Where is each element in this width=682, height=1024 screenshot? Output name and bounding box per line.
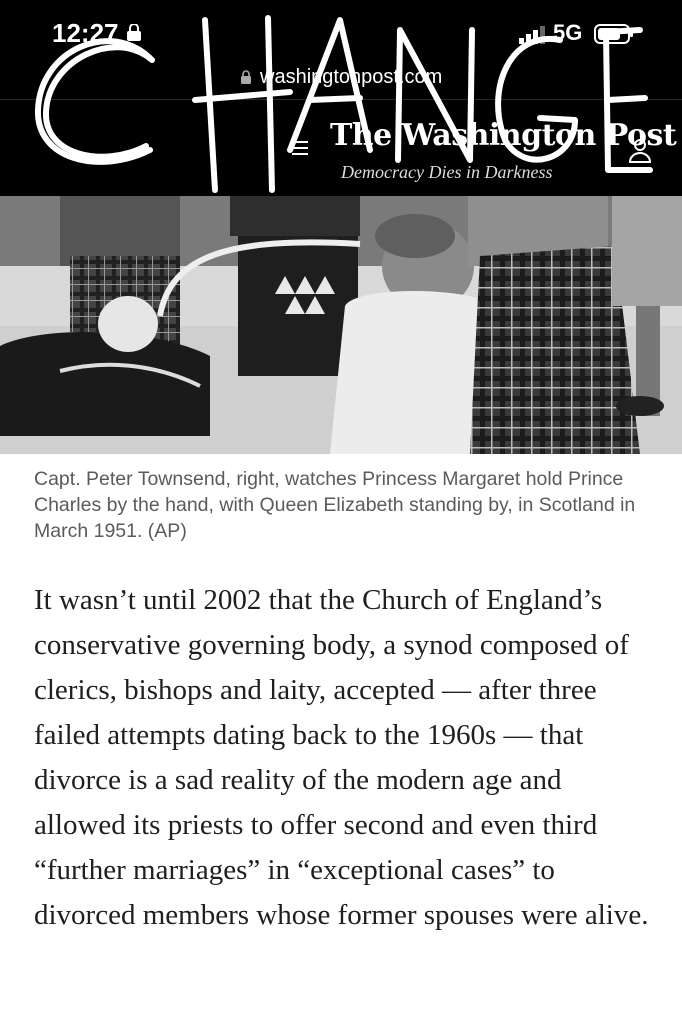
orientation-lock-icon bbox=[126, 24, 142, 42]
address-bar[interactable] bbox=[240, 66, 442, 89]
status-bar bbox=[0, 0, 682, 60]
cellular-signal-icon bbox=[519, 26, 547, 44]
masthead-tagline: Democracy Dies in Darkness bbox=[341, 162, 553, 182]
padlock-icon bbox=[240, 70, 252, 84]
header-divider bbox=[0, 99, 682, 100]
article-photo bbox=[0, 196, 682, 454]
battery-icon bbox=[594, 24, 634, 44]
masthead-logo[interactable]: The Washington Post bbox=[330, 118, 677, 153]
status-time: 12:27 bbox=[52, 18, 119, 48]
url-text: washingtonpost.com bbox=[260, 66, 443, 88]
photo-caption: Capt. Peter Townsend, right, watches Princess Margaret hold Prince Charles by the hand, with Queen Elizabeth standing by, in Scotland in March 1951. (AP) bbox=[34, 468, 636, 542]
photo-illustration bbox=[0, 196, 682, 454]
network-type: 5G bbox=[553, 20, 583, 45]
user-account-icon[interactable] bbox=[626, 136, 654, 164]
top-header bbox=[0, 0, 682, 196]
article-paragraph: It wasn’t until 2002 that the Church of England’s conservative governing body, a synod composed of clerics, bishops and laity, accepted — after three failed attempts dating back to the 1960s — that divorce is a sad reality of the modern age and allowed its priests to offer second and even third “further marriages” in “exceptional cases” to divorced members whose former spouses were alive. bbox=[34, 584, 649, 931]
hamburger-menu-icon[interactable] bbox=[290, 138, 310, 158]
